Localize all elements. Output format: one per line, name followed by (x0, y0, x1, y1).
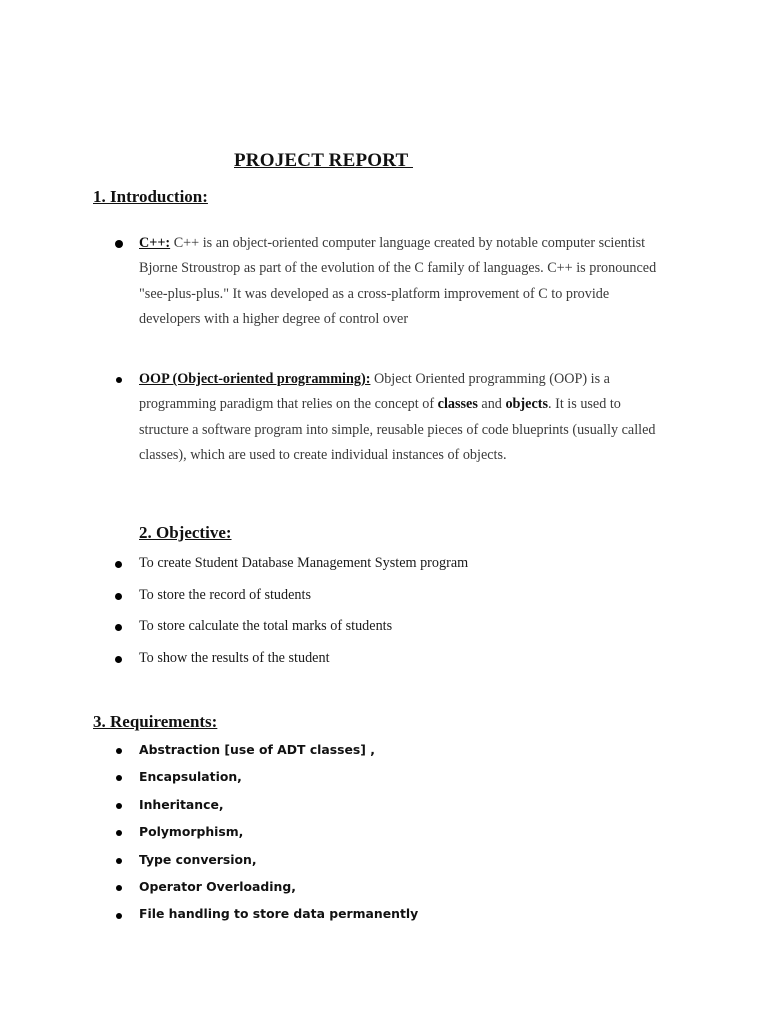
requirement-item: Abstraction [use of ADT classes] , (139, 742, 375, 757)
bullet-icon (116, 803, 122, 809)
page-title: PROJECT REPORT (234, 150, 413, 171)
bullet-icon (115, 561, 122, 568)
oop-paragraph (139, 367, 669, 469)
bullet-icon (116, 885, 122, 891)
oop-text-1: Object Oriented programming (OOP) is a programming paradigm that relies on the concept of (139, 371, 610, 413)
introduction-heading: 1. Introduction: (93, 187, 208, 206)
oop-bold-objects: objects (505, 396, 548, 413)
oop-bold-classes: classes (437, 396, 478, 413)
bullet-icon (115, 593, 122, 600)
cpp-term: C++: (139, 235, 171, 251)
oop-text-2: and (477, 396, 506, 413)
requirement-item: Operator Overloading, (139, 879, 296, 894)
bullet-icon (115, 624, 122, 631)
bullet-icon (115, 656, 122, 663)
bullet-icon (115, 240, 123, 248)
objective-item: To create Student Database Management System program (139, 555, 469, 571)
requirement-item: File handling to store data permanently (139, 906, 419, 921)
bullet-icon (116, 748, 122, 754)
bullet-icon (116, 830, 122, 836)
objective-heading: 2. Objective: (139, 523, 232, 542)
objective-item: To store the record of students (139, 587, 311, 603)
requirement-item: Polymorphism, (139, 824, 244, 839)
bullet-icon (116, 858, 122, 864)
oop-text-3: . It is used to structure a software program into simple, reusable pieces of code blueprints (usually called classes), which are used to create individual instances of objects. (139, 396, 656, 464)
oop-term: OOP (Object-oriented programming): (139, 371, 371, 387)
requirement-item: Encapsulation, (139, 769, 242, 784)
requirements-heading: 3. Requirements: (93, 712, 218, 731)
requirement-item: Type conversion, (139, 852, 257, 867)
objective-item: To store calculate the total marks of students (139, 618, 393, 634)
cpp-paragraph (139, 231, 669, 333)
bullet-icon (116, 377, 122, 383)
requirement-item: Inheritance, (139, 797, 224, 812)
cpp-text: C++ is an object-oriented computer language created by notable computer scientist Bjorne Stroustrop as part of the evolution of the C family of languages. C++ is pronounced "see-plus-plus." It was developed as a cross-platform improvement of C to provide developers with a higher degree of control over (139, 235, 657, 328)
bullet-icon (116, 913, 122, 919)
objective-item: To show the results of the student (139, 650, 330, 666)
bullet-icon (116, 775, 122, 781)
